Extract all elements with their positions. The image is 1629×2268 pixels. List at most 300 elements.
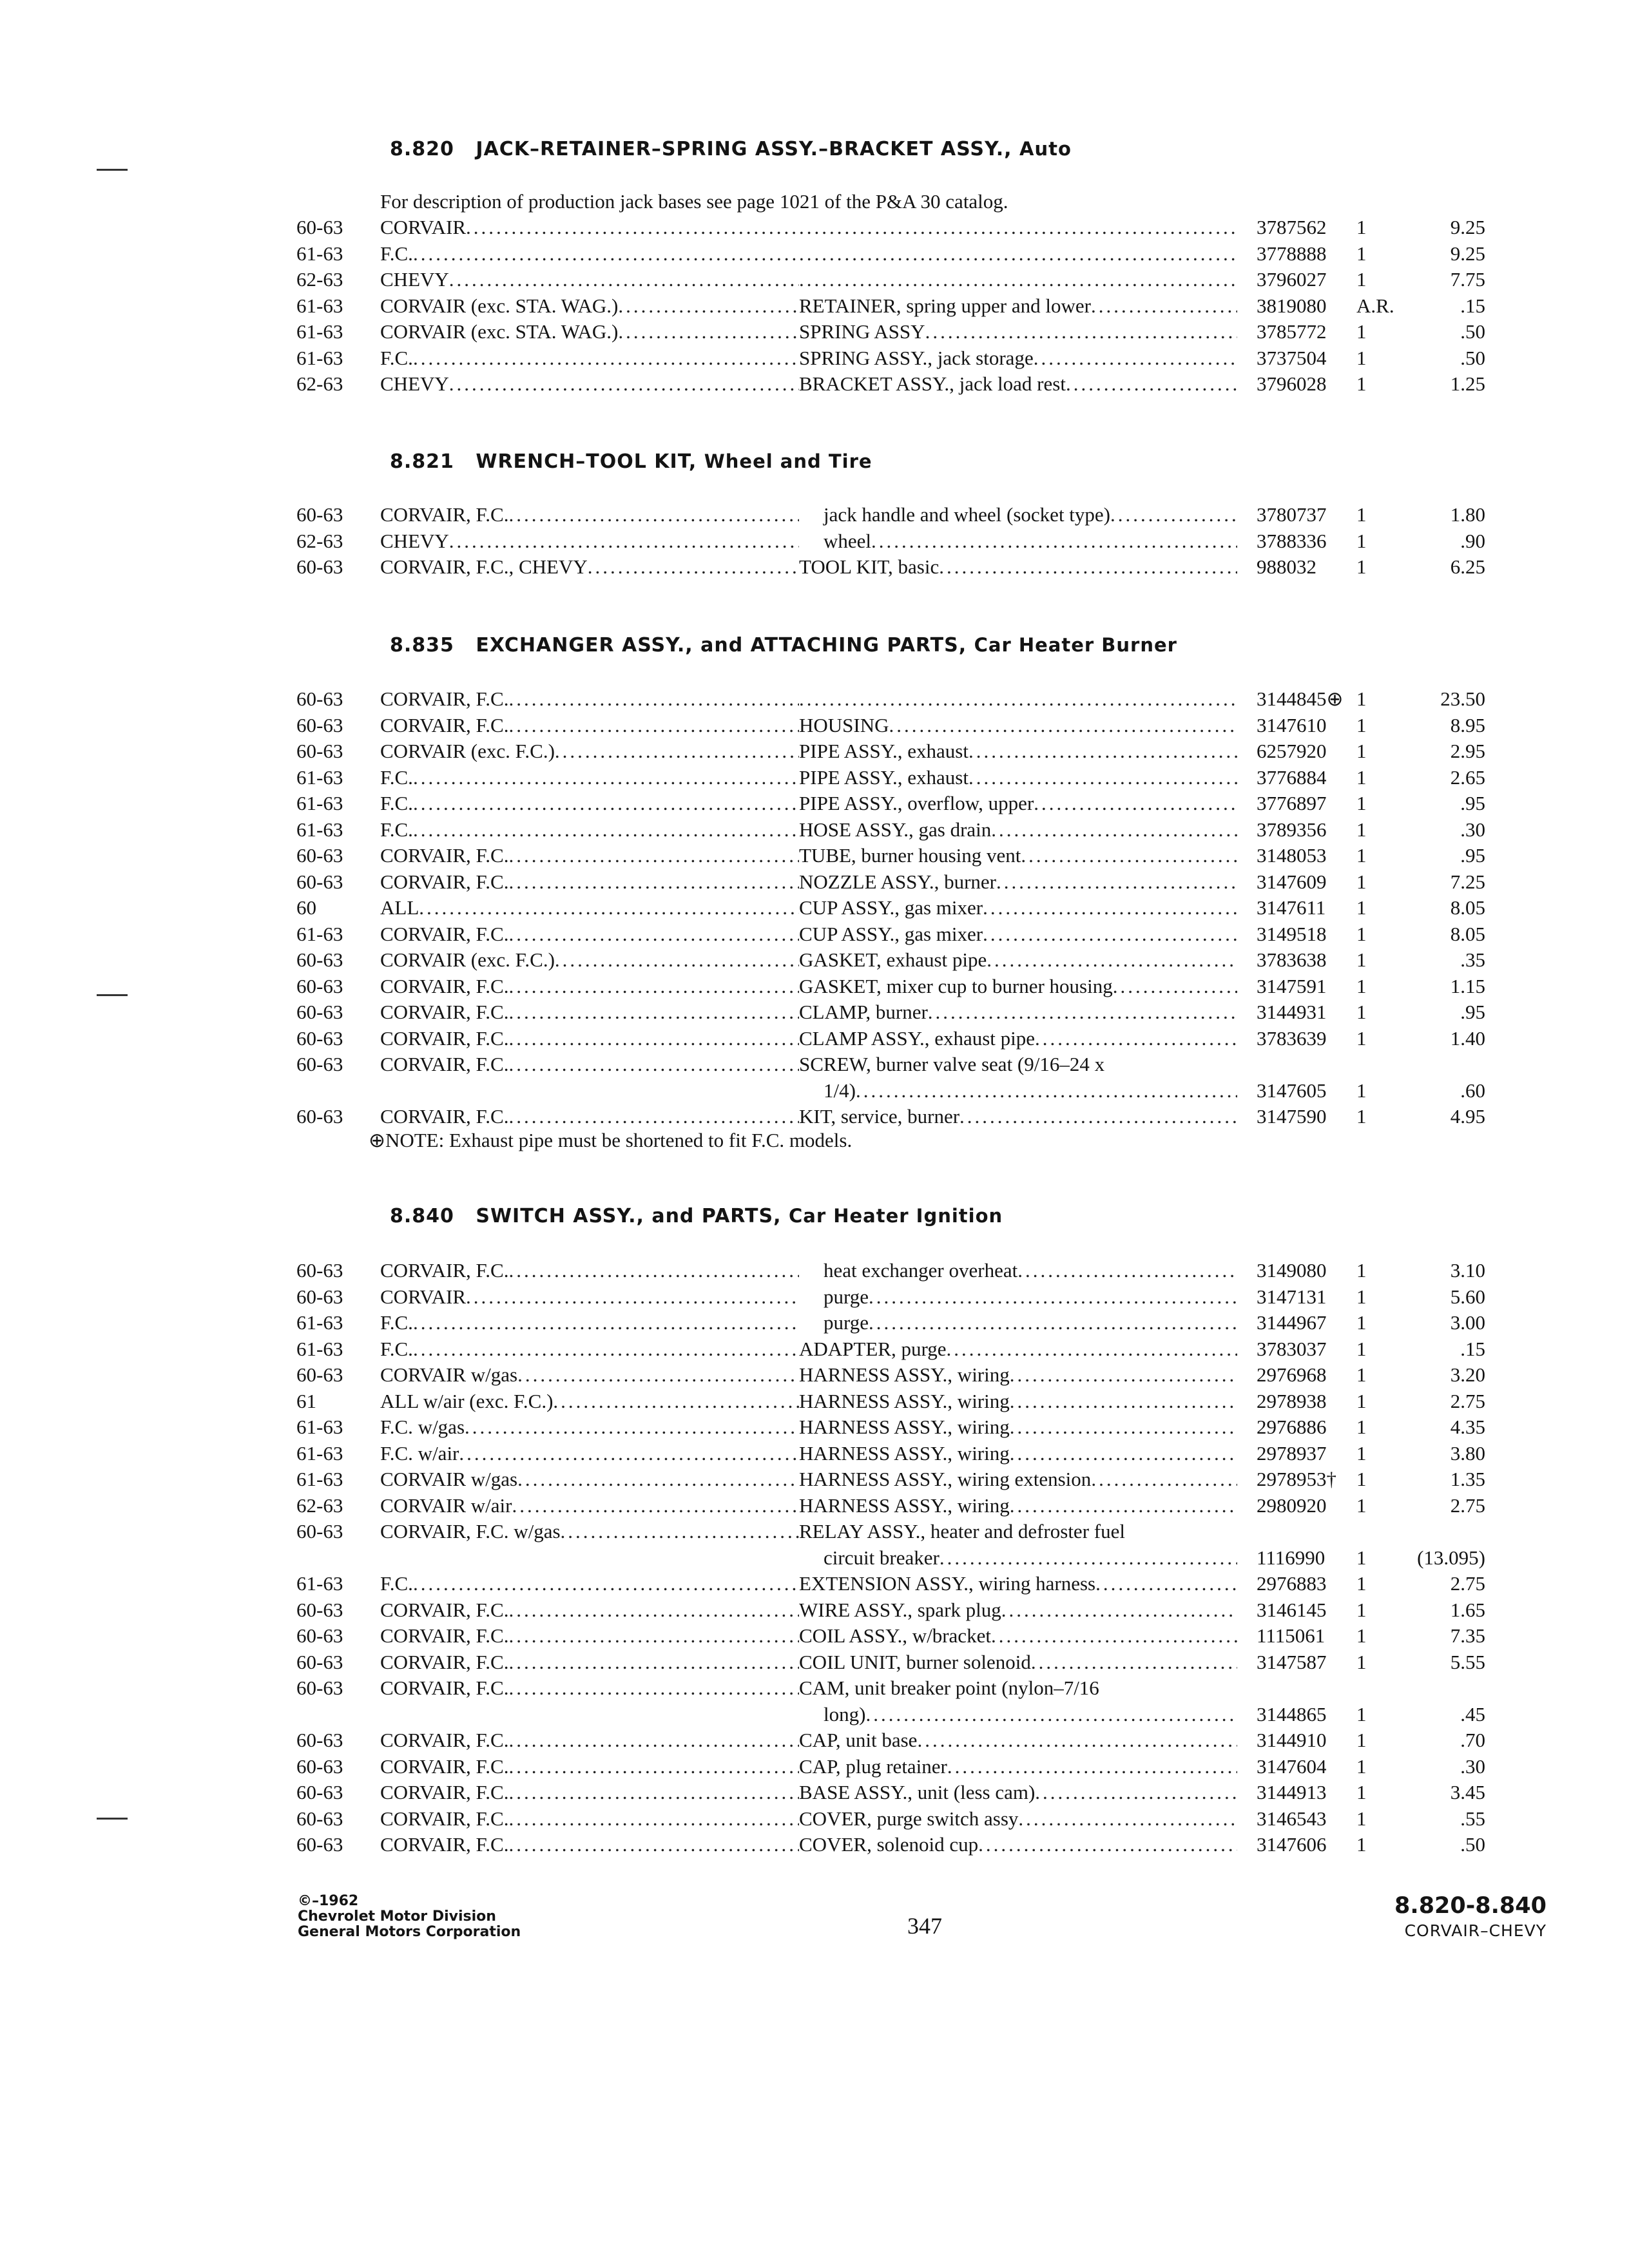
leader-dots — [508, 869, 799, 896]
model-label: CORVAIR, F.C. — [380, 1598, 509, 1621]
model-label: F.C. w/air — [380, 1441, 459, 1465]
model-cell — [380, 319, 799, 345]
leader-dots — [889, 713, 1238, 739]
description-label: SPRING ASSY — [799, 320, 925, 343]
model-label: CORVAIR, F.C. — [380, 687, 509, 710]
leader-dots — [508, 1597, 799, 1624]
model-cell — [380, 817, 799, 843]
leader-dots — [508, 502, 799, 528]
section-subtitle: Car Heater Burner — [974, 634, 1177, 656]
leader-dots — [561, 1519, 799, 1545]
description-cell — [799, 1780, 1237, 1806]
leader-dots — [413, 1336, 799, 1363]
quantity-cell: 1 — [1356, 242, 1367, 265]
leader-dots — [1035, 1026, 1237, 1052]
year-cell: 60-63 — [296, 974, 343, 997]
leader-dots — [991, 1623, 1237, 1649]
quantity-cell: 1 — [1356, 1259, 1367, 1282]
description-cell — [799, 1649, 1237, 1676]
model-cell — [380, 1310, 799, 1336]
model-label: ALL w/air (exc. F.C.) — [380, 1389, 554, 1412]
price-cell: .50 — [1460, 346, 1485, 369]
description-cell — [799, 686, 1237, 713]
part-number-cell: 2980920 — [1257, 1494, 1327, 1517]
description-cell — [799, 1727, 1237, 1754]
leader-dots — [517, 1466, 799, 1493]
leader-dots — [991, 817, 1237, 843]
model-cell — [380, 554, 799, 581]
description-label: HARNESS ASSY., wiring — [799, 1416, 1010, 1438]
leader-dots — [1021, 843, 1237, 869]
part-number-cell: 3147587 — [1257, 1650, 1327, 1673]
description-cell — [799, 267, 1237, 293]
table-row — [296, 686, 1485, 713]
table-row — [296, 1832, 1485, 1858]
table-row — [296, 267, 1485, 293]
model-label: CORVAIR, F.C. — [380, 1833, 509, 1856]
table-row — [296, 319, 1485, 345]
year-cell: 61-63 — [296, 1416, 343, 1438]
model-label: F.C. — [380, 818, 413, 841]
year-cell: 60-63 — [296, 1053, 343, 1075]
quantity-cell: 1 — [1356, 870, 1367, 893]
year-cell: 60-63 — [296, 216, 343, 238]
price-cell: 4.95 — [1450, 1105, 1485, 1128]
leader-dots — [553, 1389, 799, 1415]
description-cell — [799, 1104, 1237, 1130]
table-row — [296, 1389, 1485, 1415]
leader-dots — [508, 1806, 799, 1832]
quantity-cell: 1 — [1356, 555, 1367, 578]
model-label: CORVAIR w/air — [380, 1494, 512, 1517]
model-cell — [380, 1284, 799, 1311]
leader-dots — [413, 1310, 799, 1336]
leader-dots — [987, 947, 1237, 974]
year-cell: 61-63 — [296, 242, 343, 265]
description-continuation — [799, 1545, 1237, 1571]
leader-dots — [413, 345, 799, 372]
model-label: CORVAIR, F.C. — [380, 1729, 509, 1751]
model-label: F.C. — [380, 1337, 413, 1360]
leader-dots — [459, 1441, 799, 1467]
table-row — [296, 1493, 1485, 1519]
leader-dots — [508, 1104, 799, 1130]
year-cell: 62-63 — [296, 372, 343, 395]
leader-dots — [449, 528, 799, 555]
part-number-cell: 2976968 — [1257, 1363, 1327, 1386]
price-cell: .45 — [1460, 1702, 1485, 1725]
part-number-cell: 3146145 — [1257, 1598, 1327, 1621]
part-number-cell: 3776897 — [1257, 792, 1327, 814]
price-cell: 3.10 — [1450, 1259, 1485, 1282]
model-cell — [380, 895, 799, 921]
description-label-2: long) — [824, 1702, 866, 1725]
description-label: RELAY ASSY., heater and defroster fuel — [799, 1520, 1125, 1542]
model-label: CORVAIR, F.C. — [380, 870, 509, 893]
model-label: CORVAIR, F.C. — [380, 503, 509, 526]
table-row — [296, 1806, 1485, 1832]
leader-dots — [413, 241, 799, 267]
quantity-cell: 1 — [1356, 1311, 1367, 1334]
price-cell: 1.15 — [1450, 974, 1485, 997]
leader-dots — [969, 765, 1237, 791]
description-label: EXTENSION ASSY., wiring harness — [799, 1572, 1096, 1595]
leader-dots — [939, 554, 1237, 581]
leader-dots — [1031, 1649, 1237, 1676]
model-cell — [380, 974, 799, 1000]
leader-dots — [449, 371, 799, 398]
table-row — [296, 241, 1485, 267]
quantity-cell: 1 — [1356, 1781, 1367, 1803]
description-cell — [799, 293, 1237, 320]
quantity-cell: 1 — [1356, 1624, 1367, 1647]
part-number-cell: 3144865 — [1257, 1702, 1327, 1725]
part-number-cell: 3796027 — [1257, 268, 1327, 291]
table-row — [296, 345, 1485, 372]
price-cell: .95 — [1460, 844, 1485, 867]
leader-dots — [512, 1493, 799, 1519]
leader-dots — [413, 1571, 799, 1597]
description-label: COVER, purge switch assy — [799, 1807, 1019, 1830]
leader-dots — [946, 1336, 1237, 1363]
year-cell: 60-63 — [296, 870, 343, 893]
price-cell: 2.65 — [1450, 765, 1485, 789]
leader-dots — [413, 791, 799, 817]
leader-dots — [856, 1078, 1237, 1104]
table-row — [296, 843, 1485, 869]
table-row — [296, 1519, 1485, 1571]
part-number-cell: 3147610 — [1257, 713, 1327, 736]
year-cell: 60-63 — [296, 1026, 343, 1050]
price-cell: 7.75 — [1450, 268, 1485, 291]
leader-dots — [555, 947, 799, 974]
model-label: CORVAIR w/gas — [380, 1363, 518, 1386]
part-number-cell: 2978938 — [1257, 1389, 1327, 1412]
leader-dots — [799, 215, 1237, 241]
model-cell — [380, 215, 799, 241]
part-number-cell: 3147606 — [1257, 1833, 1327, 1856]
model-cell — [380, 686, 799, 713]
leader-dots — [517, 1362, 799, 1389]
year-cell: 62-63 — [296, 529, 343, 552]
model-cell — [380, 1441, 799, 1467]
part-number-cell: 3147609 — [1257, 870, 1327, 893]
part-number-cell: 3819080 — [1257, 294, 1327, 317]
price-cell: 7.25 — [1450, 870, 1485, 893]
leader-dots — [940, 1545, 1237, 1571]
year-cell: 62-63 — [296, 268, 343, 291]
model-label: CORVAIR (exc. F.C.) — [380, 740, 555, 762]
leader-dots — [799, 241, 1237, 267]
description-cell — [799, 319, 1237, 345]
description-cell — [799, 713, 1237, 739]
quantity-cell: 1 — [1356, 1754, 1367, 1778]
description-label: CUP ASSY., gas mixer — [799, 922, 983, 945]
model-cell — [380, 1780, 799, 1806]
leader-dots — [1010, 1362, 1237, 1389]
table-row — [296, 1727, 1485, 1754]
model-label: CORVAIR, F.C. — [380, 1053, 509, 1075]
model-cell — [380, 293, 799, 320]
model-label: F.C. — [380, 346, 413, 369]
description-label: jack handle and wheel (socket type) — [824, 503, 1111, 526]
model-cell — [380, 1675, 799, 1702]
parts-table — [296, 686, 1485, 1130]
year-cell: 61-63 — [296, 1572, 343, 1595]
model-cell — [380, 371, 799, 398]
model-label: CORVAIR, F.C. — [380, 844, 509, 867]
quantity-cell: 1 — [1356, 503, 1367, 526]
leader-dots — [978, 1832, 1237, 1858]
model-cell — [380, 1493, 799, 1519]
leader-dots — [466, 1284, 799, 1311]
description-label: PIPE ASSY., overflow, upper — [799, 792, 1034, 814]
year-cell: 60-63 — [296, 1259, 343, 1282]
model-cell — [380, 1571, 799, 1597]
quantity-cell: 1 — [1356, 1416, 1367, 1438]
model-label: CORVAIR — [380, 1285, 467, 1308]
model-cell — [380, 528, 799, 555]
leader-dots — [618, 293, 799, 320]
price-cell: 9.25 — [1450, 216, 1485, 238]
section-subtitle: Auto — [1019, 138, 1072, 160]
description-label: purge — [824, 1311, 869, 1334]
table-row — [296, 1675, 1485, 1727]
model-cell — [380, 1754, 799, 1780]
description-cell — [799, 1389, 1237, 1415]
leader-dots — [799, 267, 1237, 293]
leader-dots — [508, 921, 799, 948]
description-cell — [799, 1754, 1237, 1780]
price-cell: .15 — [1460, 1337, 1485, 1360]
model-label: F.C. — [380, 1572, 413, 1595]
description-label: CUP ASSY., gas mixer — [799, 896, 983, 919]
table-row — [296, 1310, 1485, 1336]
quantity-cell: 1 — [1356, 1729, 1367, 1751]
model-label: CORVAIR (exc. STA. WAG.) — [380, 294, 619, 317]
leader-dots — [1010, 1441, 1237, 1467]
description-label: COVER, solenoid cup — [799, 1833, 979, 1856]
leader-dots — [508, 843, 799, 869]
price-cell: 2.75 — [1450, 1572, 1485, 1595]
price-cell: 4.35 — [1450, 1416, 1485, 1438]
table-row — [296, 713, 1485, 739]
part-number-cell: 3144967 — [1257, 1311, 1327, 1334]
quantity-cell: 1 — [1356, 896, 1367, 919]
description-label: CLAMP, burner — [799, 1001, 928, 1023]
leader-dots — [508, 1258, 799, 1284]
part-number-cell: 988032 — [1257, 555, 1316, 578]
price-cell: .50 — [1460, 320, 1485, 343]
leader-dots — [508, 1026, 799, 1052]
description-cell — [799, 1362, 1237, 1389]
margin-mark — [97, 169, 128, 171]
price-cell: 6.25 — [1450, 555, 1485, 578]
model-label: CORVAIR, F.C. — [380, 1754, 509, 1778]
leader-dots — [865, 1702, 1237, 1728]
table-row — [296, 1466, 1485, 1493]
description-cell — [799, 1052, 1237, 1104]
table-row — [296, 1649, 1485, 1676]
leader-dots — [1091, 293, 1237, 320]
year-cell: 60-63 — [296, 1001, 343, 1023]
quantity-cell: 1 — [1356, 844, 1367, 867]
leader-dots — [508, 1754, 799, 1780]
table-row — [296, 817, 1485, 843]
section-number: 8.835 — [390, 634, 454, 657]
quantity-cell: 1 — [1356, 1546, 1367, 1569]
description-label: PIPE ASSY., exhaust — [799, 765, 969, 789]
price-cell: (13.095) — [1417, 1546, 1485, 1569]
description-continuation — [799, 1702, 1237, 1728]
leader-dots — [983, 921, 1237, 948]
table-row — [296, 1571, 1485, 1597]
price-cell: 23.50 — [1440, 687, 1485, 710]
leader-dots — [1095, 1571, 1237, 1597]
leader-dots — [869, 1284, 1237, 1311]
price-cell: .55 — [1460, 1807, 1485, 1830]
table-row — [296, 869, 1485, 896]
model-cell — [380, 1832, 799, 1858]
description-label: NOZZLE ASSY., burner — [799, 870, 996, 893]
leader-dots — [983, 895, 1237, 921]
model-label: CORVAIR, F.C., CHEVY — [380, 555, 588, 578]
part-number-cell: 2978937 — [1257, 1441, 1327, 1465]
table-row — [296, 1362, 1485, 1389]
leader-dots — [1110, 502, 1237, 528]
description-cell — [799, 869, 1237, 896]
leader-dots — [1034, 345, 1237, 372]
quantity-cell: 1 — [1356, 1026, 1367, 1050]
model-label: CORVAIR, F.C. — [380, 1026, 509, 1050]
quantity-cell: 1 — [1356, 1807, 1367, 1830]
leader-dots — [508, 1649, 799, 1676]
description-cell — [799, 1571, 1237, 1597]
section-title: JACK–RETAINER–SPRING ASSY.–BRACKET ASSY., — [476, 138, 1012, 160]
model-label: CORVAIR, F.C. w/gas — [380, 1520, 561, 1542]
description-label: COIL ASSY., w/bracket — [799, 1624, 991, 1647]
part-number-cell: 3776884 — [1257, 765, 1327, 789]
description-cell — [799, 1336, 1237, 1363]
model-cell — [380, 765, 799, 791]
quantity-cell: 1 — [1356, 948, 1367, 971]
part-number-cell: 3778888 — [1257, 242, 1327, 265]
description-label: SPRING ASSY., jack storage — [799, 346, 1034, 369]
year-cell: 60-63 — [296, 1650, 343, 1673]
part-number-cell: 3148053 — [1257, 844, 1327, 867]
model-cell — [380, 1519, 799, 1545]
part-number-cell: 3783638 — [1257, 948, 1327, 971]
section-subtitle: Car Heater Ignition — [788, 1205, 1003, 1227]
section-title: EXCHANGER ASSY., and ATTACHING PARTS, — [476, 634, 967, 657]
year-cell: 60-63 — [296, 503, 343, 526]
price-cell: 3.45 — [1450, 1781, 1485, 1803]
leader-dots — [947, 1754, 1237, 1780]
description-label: BRACKET ASSY., jack load rest — [799, 372, 1066, 395]
footnote: ⊕NOTE: Exhaust pipe must be shortened to fit F.C. models. — [369, 1129, 853, 1151]
table-row — [296, 1597, 1485, 1624]
leader-dots — [508, 1052, 799, 1078]
leader-dots — [1010, 1414, 1237, 1441]
year-cell: 61-63 — [296, 792, 343, 814]
section-title: WRENCH–TOOL KIT, — [476, 450, 697, 473]
part-number-cell: 3144845⊕ — [1257, 687, 1344, 710]
leader-dots — [508, 1727, 799, 1754]
price-cell: 1.80 — [1450, 503, 1485, 526]
leader-dots — [618, 319, 799, 345]
price-cell: .30 — [1460, 818, 1485, 841]
leader-dots — [799, 686, 1237, 713]
description-label: CAM, unit breaker point (nylon–7/16 — [799, 1677, 1099, 1699]
price-cell: 9.25 — [1450, 242, 1485, 265]
leader-dots — [508, 1832, 799, 1858]
year-cell: 60-63 — [296, 1833, 343, 1856]
leader-dots — [508, 974, 799, 1000]
price-cell: 7.35 — [1450, 1624, 1485, 1647]
model-label: CORVAIR, F.C. — [380, 1105, 509, 1128]
table-row — [296, 921, 1485, 948]
model-cell — [380, 999, 799, 1026]
price-cell: 8.95 — [1450, 713, 1485, 736]
quantity-cell: 1 — [1356, 1389, 1367, 1412]
description-label: GASKET, mixer cup to burner housing — [799, 974, 1113, 997]
page-number: 347 — [907, 1913, 942, 1939]
section-heading — [390, 634, 1177, 657]
part-number-cell: 3147590 — [1257, 1105, 1327, 1128]
description-cell — [799, 843, 1237, 869]
description-label: HARNESS ASSY., wiring — [799, 1441, 1010, 1465]
section-number: 8.821 — [390, 450, 454, 473]
model-label: CORVAIR — [380, 216, 467, 238]
footer-copyright: ©–1962 — [298, 1893, 359, 1909]
model-label: CORVAIR, F.C. — [380, 1677, 509, 1699]
model-cell — [380, 1466, 799, 1493]
description-cell — [799, 947, 1237, 974]
model-label: CORVAIR (exc. STA. WAG.) — [380, 320, 619, 343]
year-cell: 60-63 — [296, 844, 343, 867]
leader-dots — [449, 267, 799, 293]
leader-dots — [1001, 1597, 1237, 1624]
description-label: BASE ASSY., unit (less cam) — [799, 1781, 1036, 1803]
part-number-cell: 3147605 — [1257, 1079, 1327, 1102]
table-row — [296, 1284, 1485, 1311]
quantity-cell: 1 — [1356, 1572, 1367, 1595]
leader-dots — [413, 817, 799, 843]
model-cell — [380, 1623, 799, 1649]
description-cell — [799, 1258, 1237, 1284]
leader-dots — [508, 1780, 799, 1806]
price-cell: .60 — [1460, 1079, 1485, 1102]
quantity-cell: 1 — [1356, 765, 1367, 789]
table-row — [296, 528, 1485, 555]
part-number-cell: 3147611 — [1257, 896, 1326, 919]
model-cell — [380, 1727, 799, 1754]
table-row — [296, 765, 1485, 791]
price-cell: 8.05 — [1450, 896, 1485, 919]
price-cell: 3.80 — [1450, 1441, 1485, 1465]
part-number-cell: 3147591 — [1257, 974, 1327, 997]
description-label: HARNESS ASSY., wiring — [799, 1494, 1010, 1517]
description-cell — [799, 1414, 1237, 1441]
year-cell: 60-63 — [296, 687, 343, 710]
model-cell — [380, 843, 799, 869]
year-cell: 60-63 — [296, 1520, 343, 1542]
price-cell: 2.75 — [1450, 1389, 1485, 1412]
leader-dots — [925, 319, 1237, 345]
quantity-cell: 1 — [1356, 1468, 1367, 1490]
year-cell: 61-63 — [296, 922, 343, 945]
year-cell: 60-63 — [296, 713, 343, 736]
